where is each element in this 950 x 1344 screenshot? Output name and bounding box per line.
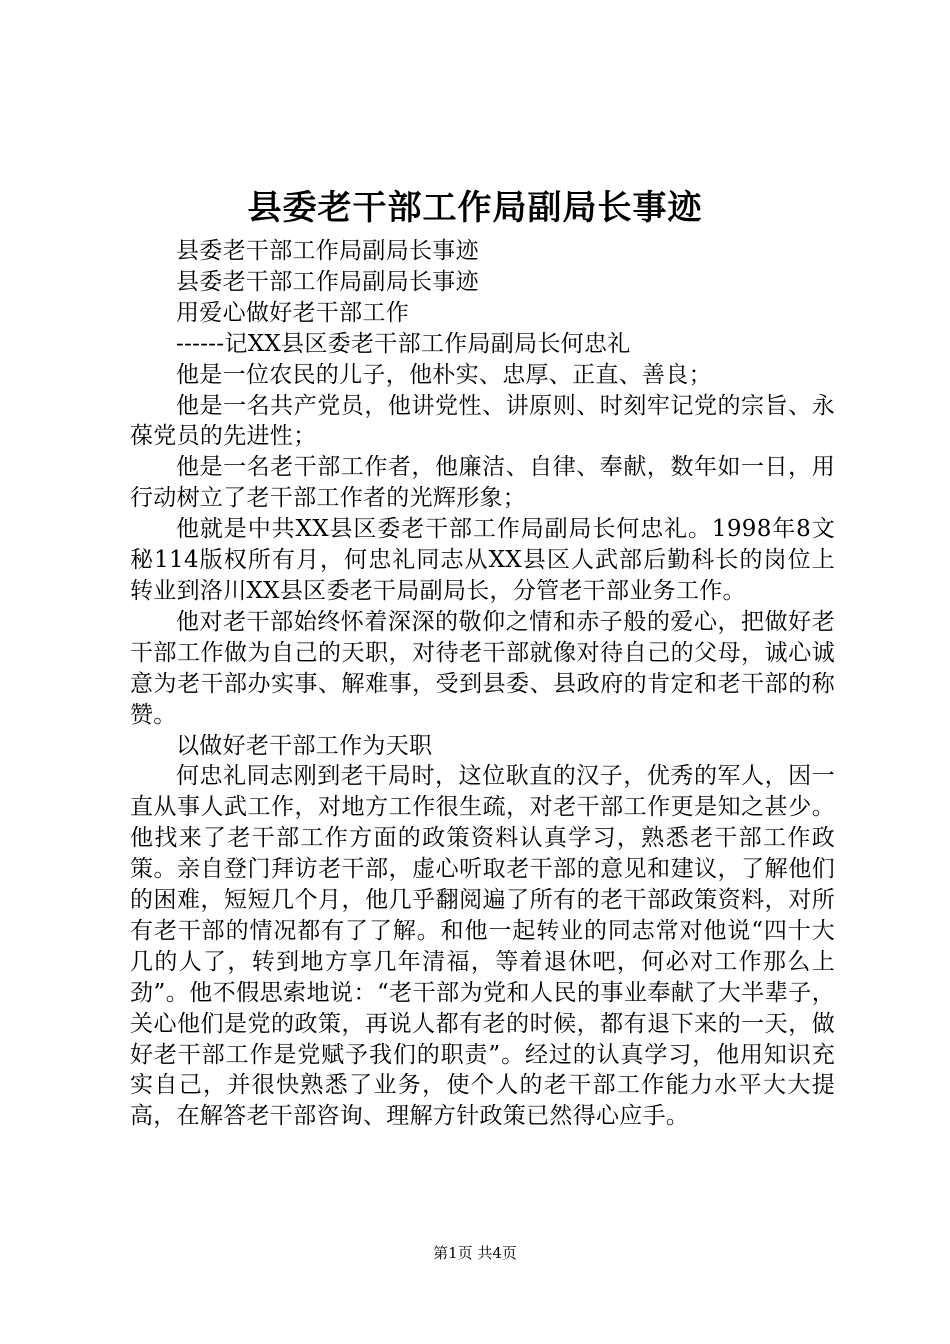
document-title: 县委老干部工作局副局长事迹 [247,188,703,228]
paragraph: 他是一名老干部工作者，他廉洁、自律、奉献，数年如一日，用行动树立了老干部工作者的光辉形象； [130,454,835,512]
page-footer: 第1页 共4页 [433,1244,517,1262]
paragraph: 他是一位农民的儿子，他朴实、忠厚、正直、善良； [176,361,712,388]
document-body [130,236,835,1132]
paragraph: 县委老干部工作局副局长事迹 [176,238,479,264]
paragraph: 县委老干部工作局副局长事迹 [176,268,479,295]
paragraph: 他是一名共产党员，他讲党性、讲原则、时刻牢记党的宗旨、永葆党员的先进性； [130,392,835,450]
paragraph: ------记XX县区委老干部工作局副局长何忠礼 [176,330,631,357]
paragraph: 何忠礼同志刚到老干局时，这位耿直的汉子，优秀的军人，因一直从事人武工作，对地方工作很生疏，对老干部工作更是知之甚少。他找来了老干部工作方面的政策资料认真学习，熟悉老干部工作政策。亲自登门拜访老干部，虚心听取老干部的意见和建议，了解他们的困难，短短几个月，他几乎翻阅遍了所有的老干部政策资料，对所有老干部的情况都有了了解。和他一起转业的同志常对他说“四十大几的人了，转到地方享几年清福，等着退休吧，何必对工作那么上劲”。他不假思索地说：“老干部为党和人民的事业奉献了大半辈子，关心他们是党的政策，再说人都有老的时候，都有退下来的一天，做好老干部工作是党赋予我们的职责”。经过的认真学习，他用知识充实自己，并很快熟悉了业务，使个人的老干部工作能力水平大大提高，在解答老干部咨询、理解方针政策已然得心应手。 [130,763,835,1130]
paragraph: 他对老干部始终怀着深深的敬仰之情和赤子般的爱心，把做好老干部工作做为自己的天职，对待老干部就像对待自己的父母，诚心诚意为老干部办实事、解难事，受到县委、县政府的肯定和老干部的称赞。 [130,608,835,728]
paragraph: 他就是中共XX县区委老干部工作局副局长何忠礼。1998年8文秘114版权所有月，何忠礼同志从XX县区人武部后勤科长的岗位上转业到洛川XX县区委老干局副局长，分管老干部业务工作。 [130,516,835,604]
section-heading: 以做好老干部工作为天职 [176,732,433,759]
paragraph: 用爱心做好老干部工作 [176,299,409,326]
